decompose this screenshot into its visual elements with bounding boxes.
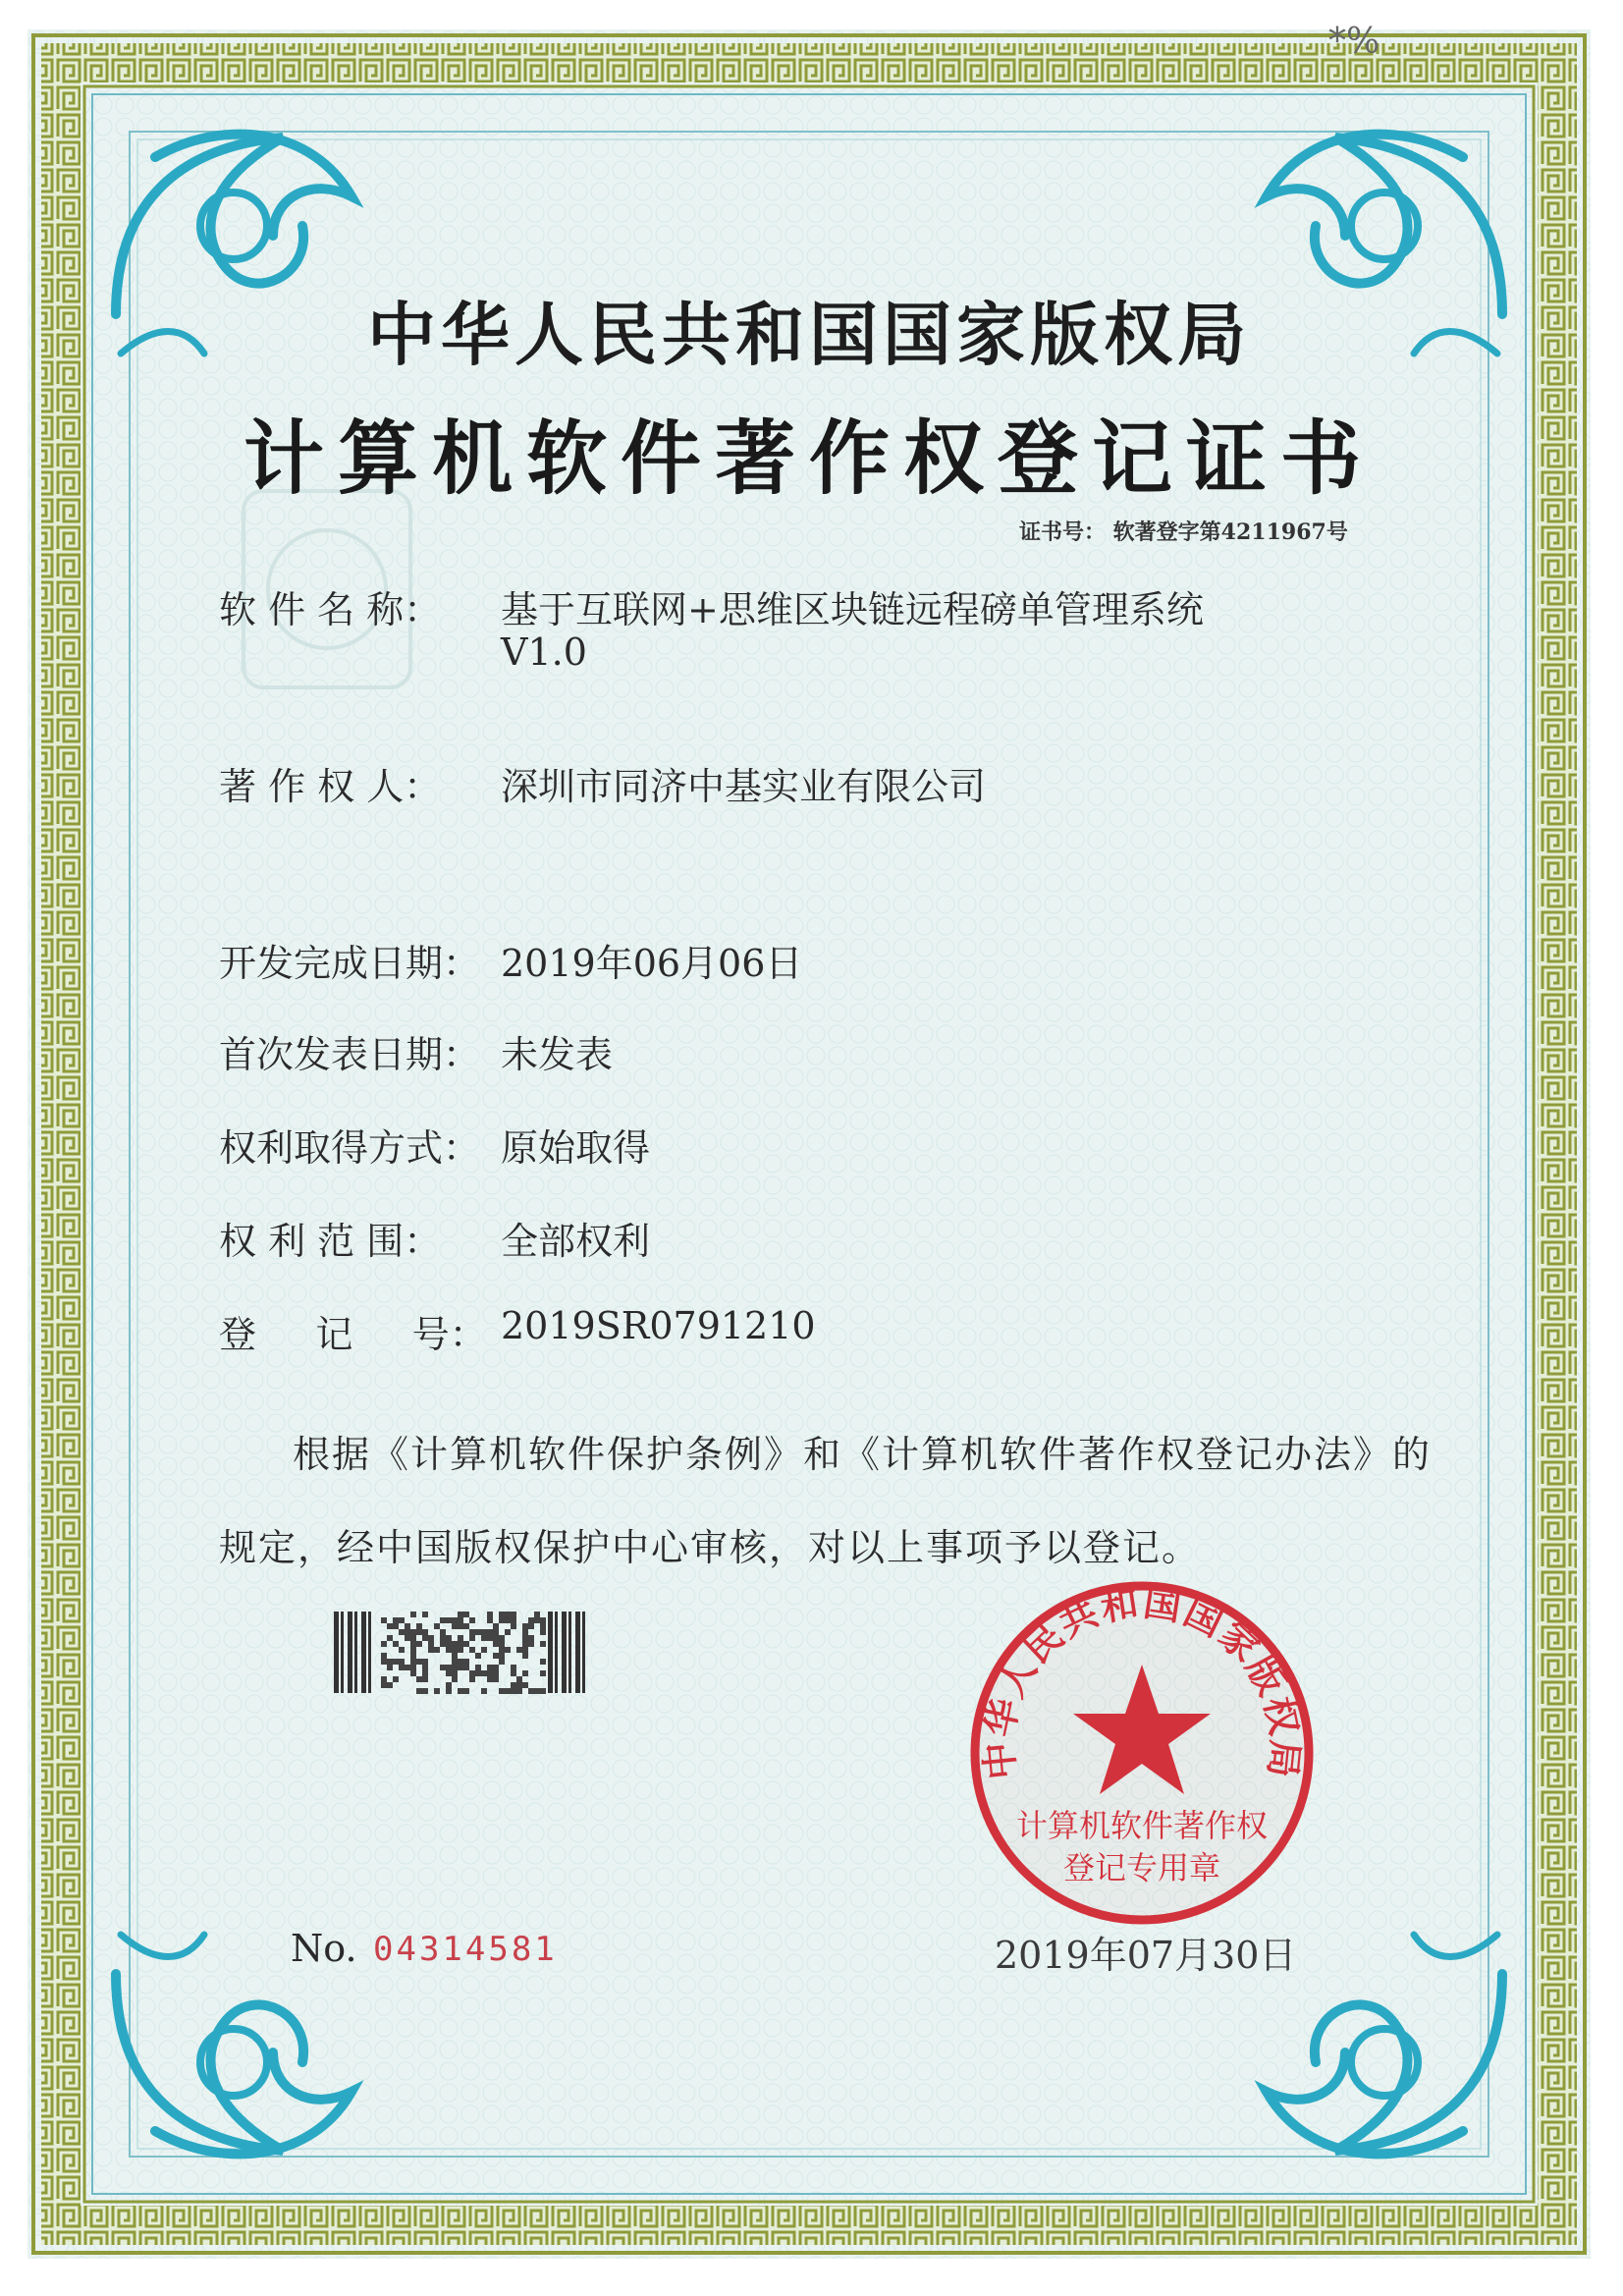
issuer-title: 中华人民共和国国家版权局 — [367, 294, 1251, 375]
statement-line-2: 规定，经中国版权保护中心审核，对以上事项予以登记。 — [219, 1526, 1202, 1569]
certificate-number: 证书号： 软著登字第4211967号 — [1019, 519, 1348, 545]
reg-number-value: 2019SR0791210 — [501, 1304, 816, 1347]
corner-handwritten-mark: *% — [1328, 22, 1380, 62]
dev-date-label: 开发完成日期： — [219, 942, 481, 985]
software-name-label: 软 件 名 称： — [219, 588, 442, 631]
publish-date-value: 未发表 — [501, 1033, 614, 1076]
seal-line-1: 计算机软件著作权 — [1015, 1807, 1269, 1844]
reg-number-label: 登 记 号： — [219, 1313, 487, 1356]
scope-value: 全部权利 — [501, 1220, 651, 1263]
issue-date: 2019年07月30日 — [995, 1934, 1297, 1977]
dev-date-value: 2019年06月06日 — [501, 942, 803, 985]
2d-barcode — [330, 1606, 587, 1699]
owner-label: 著 作 权 人： — [219, 765, 442, 808]
software-name-value: 基于互联网+思维区块链远程磅单管理系统 — [501, 588, 1204, 631]
owner-value: 深圳市同济中基实业有限公司 — [501, 765, 987, 808]
certificate-title: 计算机软件著作权登记证书 — [243, 411, 1375, 506]
seal-arc-text: 中华人民共和国国家版权局 — [975, 1579, 1309, 1782]
scope-label: 权 利 范 围： — [219, 1220, 442, 1263]
publish-date-label: 首次发表日期： — [219, 1033, 481, 1076]
seal-line-2: 登记专用章 — [1062, 1849, 1221, 1886]
acquire-method-label: 权利取得方式： — [219, 1126, 481, 1170]
software-version-value: V1.0 — [501, 630, 587, 674]
serial-number: 04314581 — [373, 1930, 558, 1969]
certificate — [27, 22, 1591, 2259]
acquire-method-value: 原始取得 — [501, 1126, 651, 1170]
serial-label: No. — [291, 1927, 357, 1970]
official-seal — [955, 1566, 1328, 1940]
statement-line-1: 根据《计算机软件保护条例》和《计算机软件著作权登记办法》的 — [293, 1433, 1433, 1476]
